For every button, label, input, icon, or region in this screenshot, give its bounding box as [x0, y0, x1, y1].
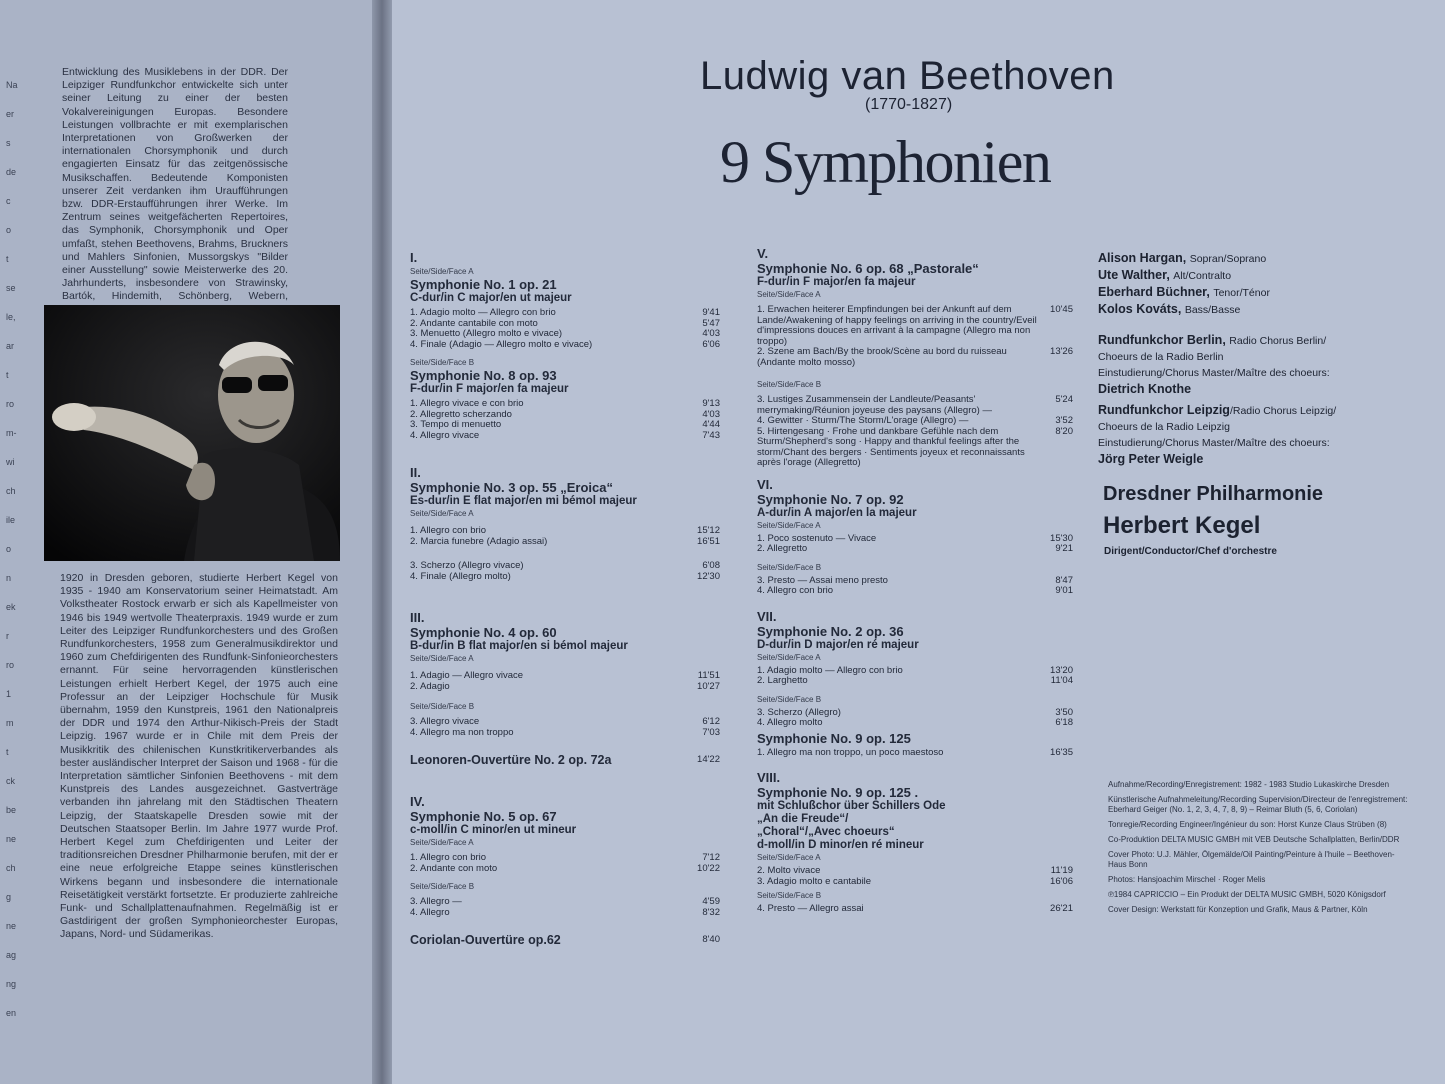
cut-off-fragment: ch [6, 486, 16, 496]
symphony-key: F-dur/in F major/en fa majeur [757, 276, 916, 288]
credit-line: Künstlerische Aufnahmeleitung/Recording Supervision/Directeur de l'enregistrement: Eberhard Geiger (No. 1, 2, 3, 4, 7, 8, 9) – Reimar Bluth (5, 6, Coriolan) [1108, 795, 1408, 814]
movement-row [757, 347, 1073, 368]
cut-off-fragment: r [6, 631, 9, 641]
cut-off-fragment: ro [6, 399, 15, 409]
cut-off-fragment: t [6, 254, 9, 264]
soloist: Alison Hargan, Sopran/Soprano [1098, 251, 1267, 265]
soloist-name: Ute Walther [1098, 268, 1167, 282]
movement-row [757, 676, 1073, 687]
record-number: VI. [757, 476, 773, 492]
movement-title: 4. Allegro con brio [757, 585, 834, 596]
movement-row [410, 908, 720, 919]
symphony-title: Symphonie No. 2 op. 36 [757, 623, 904, 639]
cut-off-fragment: ne [6, 834, 17, 844]
composer-name: Ludwig van Beethoven [700, 54, 1115, 98]
cut-off-fragment: ro [6, 660, 15, 670]
orchestra-name: Dresdner Philharmonie [1103, 483, 1324, 505]
cut-off-fragment: m- [6, 428, 17, 438]
record-number: VIII. [757, 770, 781, 785]
movement-title: 2. Larghetto [757, 675, 808, 686]
face-label: Seite/Side/Face B [757, 694, 822, 704]
chorus-master-name: Jörg Peter Weigle [1098, 452, 1204, 466]
movement-duration: 6'12 [702, 716, 720, 727]
production-credits [1108, 780, 1408, 920]
movement-duration: 4'44 [702, 419, 720, 430]
movement-row [410, 526, 720, 537]
chorus-master-label: Einstudierung/Chorus Master/Maître des choeurs: [1098, 367, 1330, 379]
movement-title: 2. Adagio [410, 680, 450, 692]
movement-duration: 4'03 [702, 408, 720, 420]
cut-off-fragment: er [6, 109, 15, 119]
movement-title: 3. Scherzo (Allegro) [757, 706, 841, 718]
movement-list [757, 866, 1073, 887]
bio-text-bottom [60, 572, 338, 942]
movement-title: 3. Adagio molto e cantabile [757, 875, 872, 887]
record-number: IV. [410, 794, 425, 809]
movement-duration: 7'43 [702, 429, 720, 441]
face-label: Seite/Side/Face A [757, 290, 821, 299]
tracklist-column-1 [410, 250, 720, 948]
movement-row [757, 427, 1073, 469]
symphony-title: Symphonie No. 7 op. 92 [757, 491, 904, 507]
credit-line: Co-Produktion DELTA MUSIC GMBH mit VEB Deutsche Schallplatten, Berlin/DDR [1108, 835, 1400, 844]
movement-duration: 11'04 [1050, 675, 1073, 686]
movement-duration: 9'41 [702, 307, 720, 318]
movement-duration: 8'47 [1055, 574, 1073, 586]
movement-duration: 5'24 [1055, 394, 1073, 405]
movement-list [410, 897, 720, 918]
movement-duration: 12'30 [697, 570, 720, 582]
symphony-title: Symphonie No. 9 op. 125 [757, 730, 911, 746]
movement-title: 5. Hirtengesang · Frohe und dankbare Gefühle nach dem Sturm/Shepherd's song · Happy and thankful feelings after the storm/Chant des bergers · Sentiments joyeux et reconnaissants après l'orage (Allegretto) [757, 425, 1025, 468]
movement-duration: 13'26 [1050, 346, 1073, 357]
symphony-key: B-dur/in B flat major/en si bémol majeur [410, 640, 628, 652]
tracklist-column-2 [757, 246, 1073, 915]
choir-name-fr: Choeurs de la Radio Leipzig [1098, 421, 1230, 433]
face-label: Seite/Side/Face A [757, 652, 821, 662]
soloist-name: Eberhard Büchner [1098, 285, 1207, 299]
movement-list [757, 708, 1073, 729]
movement-list [410, 561, 720, 582]
face-label: Seite/Side/Face A [410, 654, 474, 663]
movement-row [757, 586, 1073, 597]
cut-off-fragment: t [6, 370, 9, 380]
symphony-key: c-moll/in C minor/en ut mineur [410, 824, 577, 836]
movement-title: 3. Allegro vivace [410, 716, 480, 727]
soloist: Kolos Kováts, Bass/Basse [1098, 302, 1241, 316]
movement-duration: 16'35 [1050, 746, 1073, 758]
cut-off-fragment: ng [6, 979, 17, 989]
movement-duration: 8'32 [702, 906, 720, 918]
choir-name: Rundfunkchor Leipzig [1098, 403, 1230, 417]
movement-row [410, 897, 720, 908]
soloist-role: Sopran/Soprano [1189, 253, 1267, 265]
symphony-title: Symphonie No. 9 op. 125 . [757, 785, 919, 800]
movement-row [757, 877, 1073, 888]
cut-off-fragment: ile [6, 515, 16, 525]
movement-list [410, 526, 720, 547]
cut-off-fragment: o [6, 225, 12, 235]
movement-title: 3. Scherzo (Allegro vivace) [410, 560, 524, 571]
movement-row [757, 904, 1073, 915]
face-label: Seite/Side/Face B [757, 891, 822, 900]
face-label: Seite/Side/Face B [410, 882, 475, 891]
movement-title: 2. Allegretto [757, 543, 808, 554]
movement-list [757, 666, 1073, 687]
cut-off-fragment: n [6, 573, 12, 583]
movement-row [410, 537, 720, 548]
movement-list [757, 904, 1073, 915]
movement-duration: 16'51 [697, 535, 720, 547]
movement-duration: 10'27 [697, 680, 720, 692]
movement-duration: 7'03 [702, 726, 720, 738]
movement-row [410, 308, 720, 319]
movement-title: 3. Presto — Assai meno presto [757, 574, 888, 586]
movement-duration: 3'50 [1055, 706, 1073, 718]
movement-title: 4. Gewitter · Sturm/The Storm/L'orage (Allegro) — [757, 415, 969, 426]
coriolan-overture [410, 932, 720, 948]
movement-title: 2. Szene am Bach/By the brook/Scène au bord du ruisseau (Andante molto mosso) [757, 346, 1007, 368]
movement-title: 4. Allegro [410, 906, 450, 918]
record-number: VII. [757, 608, 777, 624]
movement-title: 4. Finale (Allegro molto) [410, 570, 511, 582]
face-label: Seite/Side/Face B [410, 702, 475, 711]
cut-off-fragment: Na [6, 80, 18, 90]
conductor-photo [44, 305, 340, 561]
cut-off-text-strip [2, 0, 28, 1084]
movement-duration: 11'19 [1050, 865, 1073, 876]
symphony-key: Es-dur/in E flat major/en mi bémol majeur [410, 495, 637, 507]
cut-off-fragment: wi [6, 457, 15, 467]
movement-duration: 10'45 [1050, 304, 1073, 315]
movement-row [410, 864, 720, 875]
face-label: Seite/Side/Face A [757, 853, 821, 862]
cut-off-fragment: se [6, 283, 16, 293]
movement-title: 1. Adagio molto — Allegro con brio [757, 664, 903, 676]
face-label: Seite/Side/Face B [410, 358, 475, 367]
conductor-photo-art [44, 305, 340, 561]
movement-row [410, 561, 720, 572]
movement-row [410, 431, 720, 442]
movement-title: 1. Erwachen heiterer Empfindungen bei der Ankunft auf dem Lande/Awakening of happy feelings on arriving in the country/Eveil d'impressions douces en arrivant à la campagne (Allegro ma non troppo) [757, 304, 1037, 347]
movement-title: 2. Marcia funebre (Adagio assai) [410, 535, 548, 547]
choir-leipzig [1098, 402, 1336, 467]
overture-duration: 8'40 [702, 934, 720, 945]
movement-row [410, 340, 720, 351]
movement-duration: 8'20 [1055, 425, 1073, 437]
movement-title: 1. Allegro ma non troppo, un poco maestoso [757, 746, 944, 758]
movement-list [410, 853, 720, 874]
movement-title: 1. Adagio molto — Allegro con brio [410, 307, 556, 318]
soloist-name: Kolos Kováts [1098, 302, 1178, 316]
choir-name-alt: /Radio Chorus Leipzig/ [1229, 405, 1337, 417]
record-number: II. [410, 465, 421, 480]
symphony-key: F-dur/in F major/en fa majeur [410, 383, 569, 395]
soloist-role: Alt/Contralto [1173, 270, 1232, 282]
cut-off-fragment: s [6, 138, 11, 148]
movement-title: 2. Allegretto scherzando [410, 408, 512, 420]
movement-list [757, 305, 1073, 368]
movement-title: 4. Presto — Allegro assai [757, 903, 864, 914]
movement-list [410, 671, 720, 692]
choir-name-alt: Radio Chorus Berlin/ [1229, 335, 1327, 347]
credit-line: Cover Design: Werkstatt für Konzeption und Grafik, Maus & Partner, Köln [1108, 905, 1368, 914]
symphony-title: Symphonie No. 4 op. 60 [410, 625, 557, 640]
movement-title: 4. Finale (Adagio — Allegro molto e vivace) [410, 338, 593, 350]
movement-row [410, 853, 720, 864]
cut-off-fragment: m [6, 718, 14, 728]
movement-duration: 13'20 [1050, 664, 1073, 676]
movement-row [757, 748, 1073, 759]
movement-row [410, 329, 720, 340]
symphony-title: Symphonie No. 5 op. 67 [410, 809, 557, 824]
movement-title: 2. Andante cantabile con moto [410, 317, 538, 329]
movement-title: 4. Allegro molto [757, 717, 823, 728]
choir-name: Rundfunkchor Berlin [1098, 333, 1223, 347]
soloist: Eberhard Büchner, Tenor/Ténor [1098, 285, 1270, 299]
cut-off-fragment: de [6, 167, 17, 177]
movement-row [757, 305, 1073, 347]
conductor-role: Dirigent/Conductor/Chef d'orchestre [1104, 546, 1277, 557]
symphony-subtitle: „An die Freude“/ [757, 813, 849, 825]
movement-title: 4. Allegro ma non troppo [410, 726, 514, 738]
left-page [0, 0, 385, 1084]
movement-title: 4. Allegro vivace [410, 429, 480, 441]
face-label: Seite/Side/Face A [757, 520, 821, 530]
movement-row [757, 395, 1073, 416]
movement-duration: 7'12 [702, 852, 720, 863]
movement-title: 2. Molto vivace [757, 865, 821, 876]
movement-title: 1. Poco sostenuto — Vivace [757, 532, 877, 544]
movement-duration: 26'21 [1050, 903, 1073, 914]
movement-row [757, 544, 1073, 555]
credit-line: ℗1984 CAPRICCIO – Ein Produkt der DELTA MUSIC GMBH, 5020 Königsdorf [1108, 890, 1386, 899]
movement-duration: 15'30 [1050, 532, 1073, 544]
cut-off-fragment: en [6, 1008, 17, 1018]
bio-paragraph-bottom: 1920 in Dresden geboren, studierte Herbert Kegel von 1935 - 1940 am Konservatorium seiner Heimatstadt. Am Volkstheater Rostock erwarb er sich als Kapellmeister von 1946 bis 1949 wertvolle Theaterpraxis. 1949 wurde er zum Leiter des Leipziger Rundfunkorchesters und des Großen Rundfunkorchesters, 1958 zum Generalmusikdirektor und 1960 zum Chefdirigenten des Rundfunk-Sinfonieorchesters ernannt. Für seine hervorragenden künstlerischen Leistungen erhielt Herbert Kegel, der 1975 auch eine Professur an der Leipziger Hochschule für Musik übernahm, 1959 den Kunstpreis, 1961 den Nationalpreis der DDR und 1974 den Arthur-Nikisch-Preis der Stadt Leipzig. 1967 wurde er in Chile mit dem Preis der Musikkritik des chilenischen Kunstkritikerverbandes als bester ausländischer Interpret der Saison und 1968 - für die Interpretation sämtlicher Sinfonien Beethovens - mit dem Kunstpreis des Landes ausgezeichnet. Gastverträge verbanden ihn jahrelang mit den Städtischen Theatern Leipzig, der Staatskapelle Dresden sowie mit der Deutschen Staatsoper Berlin. Im Jahre 1977 wurde Prof. Herbert Kegel zum Chefdirigenten und Leiter der traditionsreichen Dresdner Philharmonie berufen, mit der er eine neue erfolgreiche Etappe seines künstlerischen Wirkens begann und insbesondere die internationale Reisetätigkeit verstärkt fortsetzte. Er produzierte zahlreiche Funk- und Schallplattenaufnahmen. Regelmäßig ist er Gastdirigent der großen Symphonieorchester Europas, Japans, Nord- und Südamerikas. [60, 572, 338, 941]
movement-title: 1. Allegro vivace e con brio [410, 398, 524, 409]
symphony-key: D-dur/in D major/en ré majeur [757, 638, 919, 651]
movement-duration: 9'21 [1055, 543, 1073, 554]
movement-duration: 6'06 [702, 338, 720, 350]
soloist-name: Alison Hargan [1098, 251, 1183, 265]
face-label: Seite/Side/Face B [757, 380, 822, 389]
movement-row [410, 399, 720, 410]
symphony-title: Symphonie No. 6 op. 68 „Pastorale“ [757, 261, 979, 276]
soloist-role: Tenor/Ténor [1213, 287, 1270, 299]
record-number: V. [757, 246, 769, 261]
credit-line: Cover Photo: U.J. Mähler, Ölgemälde/Oil Painting/Peinture à l'huile – Beethoven-Haus Bonn [1108, 850, 1395, 869]
face-label: Seite/Side/Face A [410, 838, 474, 847]
movement-list [410, 308, 720, 350]
credit-line: Photos: Hansjoachim Mirschel · Roger Melis [1108, 875, 1266, 884]
movement-row [757, 416, 1073, 427]
movement-duration: 9'13 [702, 398, 720, 409]
movement-row [410, 728, 720, 739]
movement-row [410, 420, 720, 431]
movement-list [757, 534, 1073, 555]
movement-title: 3. Tempo di menuetto [410, 419, 502, 430]
face-label: Seite/Side/Face A [410, 267, 474, 276]
movement-duration: 4'59 [702, 896, 720, 907]
movement-duration: 5'47 [702, 317, 720, 329]
movement-list [757, 395, 1073, 469]
movement-duration: 3'52 [1055, 415, 1073, 426]
movement-row [410, 682, 720, 693]
symphony-title: Symphonie No. 1 op. 21 [410, 277, 557, 292]
booklet-spine [372, 0, 394, 1084]
movement-duration: 4'03 [702, 328, 720, 339]
record-number: III. [410, 610, 425, 625]
cut-off-fragment: ch [6, 863, 16, 873]
symphony-key: A-dur/in A major/en la majeur [757, 506, 917, 519]
symphony-key: d-moll/in D minor/en ré mineur [757, 839, 924, 851]
symphony-title: Symphonie No. 8 op. 93 [410, 368, 557, 383]
movement-title: 3. Lustiges Zusammensein der Landleute/Peasants' merrymaking/Réunion joyeuse des paysans (Allegro) — [757, 394, 992, 416]
movement-row [410, 671, 720, 682]
cut-off-fragment: ek [6, 602, 16, 612]
movement-duration: 6'08 [702, 560, 720, 571]
choir-name-fr: Choeurs de la Radio Berlin [1098, 351, 1224, 363]
movement-duration: 11'51 [697, 670, 720, 681]
movement-duration: 15'12 [697, 525, 720, 536]
symphony-title: Symphonie No. 3 op. 55 „Eroica“ [410, 480, 613, 495]
movement-row [410, 572, 720, 583]
credit-line: Aufnahme/Recording/Enregistrement: 1982 - 1983 Studio Lukaskirche Dresden [1108, 780, 1390, 789]
composer-years: (1770-1827) [865, 96, 953, 113]
face-label: Seite/Side/Face B [757, 562, 822, 572]
cut-off-fragment: t [6, 747, 9, 757]
soloist: Ute Walther, Alt/Contralto [1098, 268, 1232, 282]
movement-title: 1. Adagio — Allegro vivace [410, 670, 524, 681]
chorus-master-name: Dietrich Knothe [1098, 382, 1192, 396]
cut-off-fragment: g [6, 892, 12, 902]
face-label: Seite/Side/Face A [410, 509, 474, 518]
cut-off-fragment: o [6, 544, 12, 554]
movement-title: 1. Allegro con brio [410, 525, 487, 536]
symphony-key: C-dur/in C major/en ut majeur [410, 292, 572, 304]
movement-duration: 6'18 [1055, 717, 1073, 728]
symphony-subtitle: „Choral“/„Avec choeurs“ [757, 826, 895, 838]
movement-list [410, 717, 720, 738]
movement-duration: 10'22 [697, 862, 720, 874]
movement-row [410, 717, 720, 728]
cut-off-fragment: 1 [6, 689, 12, 699]
cut-off-fragment: ck [6, 776, 15, 786]
movement-list [757, 576, 1073, 597]
overture-title: Coriolan-Ouvertüre op.62 [410, 933, 561, 947]
overture-duration: 14'22 [697, 754, 720, 765]
movement-duration: 16'06 [1050, 875, 1073, 887]
leonoren-overture [410, 752, 720, 768]
movement-title: 3. Allegro — [410, 896, 462, 907]
movement-list [410, 399, 720, 441]
work-title: 9 Symphonien [720, 129, 1051, 195]
bio-text-top [62, 66, 288, 330]
chorus-master-label: Einstudierung/Chorus Master/Maître des choeurs: [1098, 437, 1330, 449]
credit-line: Tonregie/Recording Engineer/Ingénieur du son: Horst Kunze Claus Strüben (8) [1108, 820, 1387, 829]
cut-off-fragment: ar [6, 341, 15, 351]
movement-duration: 9'01 [1055, 585, 1073, 596]
movement-row [757, 718, 1073, 729]
cut-off-fragment: c [6, 196, 11, 206]
cut-off-fragment: ag [6, 950, 17, 960]
movement-list [757, 748, 1073, 759]
record-number: I. [410, 250, 418, 265]
movement-title: 2. Andante con moto [410, 862, 498, 874]
cut-off-fragment: be [6, 805, 17, 815]
bio-paragraph-top: Entwicklung des Musiklebens in der DDR. Der Leipziger Rundfunkchor entwickelte sich unter seiner Leitung zu einer der besten Vokalvereinigungen Europas. Besondere Leistungen vollbrachte er mit exemplarischen Interpretationen von Großwerken der internationalen Chorsymphonik und durch engagierten Einsatz für das zeitgenössische Musikschaffen. Bedeutende Komponisten unserer Zeit verdanken ihm Uraufführungen bzw. DDR-Erstaufführungen ihrer Werke. Im Zentrum seines weitgefächerten Repertoires, das Symphonik, Chorsymphonik und Oper umfaßt, stehen Beethovens, Brahms, Bruckners und Mahlers Sinfonien, Mussorgskys "Bilder einer Ausstellung" sowie Meisterwerke des 20. Jahrhunderts, insbesondere von Strawinsky, Bartók, Hindemith, Schönberg, Webern, [62, 66, 288, 303]
overture-title: Leonoren-Ouvertüre No. 2 op. 72a [410, 753, 612, 767]
cut-off-fragment: le, [6, 312, 16, 322]
soloists-list [1098, 250, 1270, 318]
symphony-subtitle: mit Schlußchor über Schillers Ode [757, 800, 946, 812]
cut-off-fragment: ne [6, 921, 17, 931]
conductor-name: Herbert Kegel [1103, 512, 1261, 539]
movement-row [757, 866, 1073, 877]
movement-title: 3. Menuetto (Allegro molto e vivace) [410, 328, 563, 339]
movement-title: 1. Allegro con brio [410, 852, 487, 863]
soloist-role: Bass/Basse [1184, 304, 1241, 316]
choir-berlin: Rundfunkchor Berlin, Radio Chorus Berlin/ Choeurs de la Radio Berlin Einstudierung/Chorus Master/Maître des choeurs: Dietrich Knothe [1098, 333, 1330, 396]
